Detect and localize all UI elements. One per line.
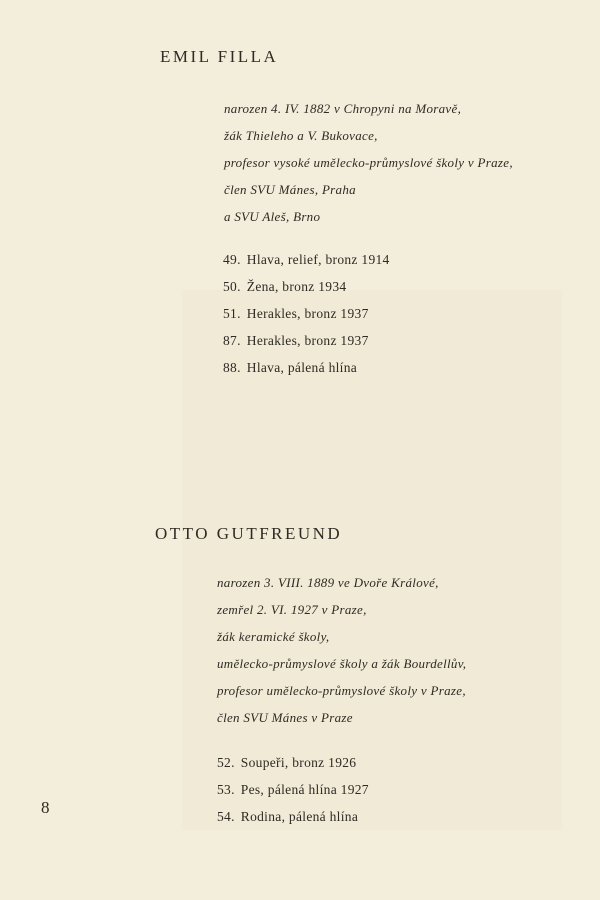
artist-name-gutfreund: OTTO GUTFREUND <box>155 524 343 543</box>
bio-line: zemřel 2. VI. 1927 v Praze, <box>217 602 367 617</box>
work-number: 88. <box>223 360 241 375</box>
artist-name-filla: EMIL FILLA <box>160 47 279 66</box>
page-number: 8 <box>41 798 50 817</box>
work-title: Žena, bronz 1934 <box>246 279 347 294</box>
work-number: 49. <box>223 252 241 267</box>
work-title: Rodina, pálená hlína <box>240 809 359 824</box>
work-item <box>223 273 390 300</box>
work-number: 50. <box>223 279 241 294</box>
bio-line: a SVU Aleš, Brno <box>224 209 321 224</box>
artist-bio-filla <box>224 95 513 230</box>
work-number: 87. <box>223 333 241 348</box>
work-title: Herakles, bronz 1937 <box>246 333 369 348</box>
bio-line: žák keramické školy, <box>217 629 330 644</box>
bio-line: profesor vysoké umělecko-průmyslové školy v Praze, <box>224 155 513 170</box>
bio-line: umělecko-průmyslové školy a žák Bourdellův, <box>217 656 467 671</box>
works-list-gutfreund <box>217 749 369 830</box>
work-title: Hlava, pálená hlína <box>246 360 358 375</box>
work-number: 54. <box>217 809 235 824</box>
work-item <box>217 776 369 803</box>
work-item <box>223 327 390 354</box>
bio-line: člen SVU Mánes, Praha <box>224 182 356 197</box>
bio-line: žák Thieleho a V. Bukovace, <box>224 128 378 143</box>
work-item <box>223 300 390 327</box>
bio-line: narozen 3. VIII. 1889 ve Dvoře Králové, <box>217 575 439 590</box>
bio-line: člen SVU Mánes v Praze <box>217 710 353 725</box>
works-list-filla <box>223 246 390 381</box>
work-number: 51. <box>223 306 241 321</box>
work-title: Hlava, relief, bronz 1914 <box>246 252 390 267</box>
work-title: Soupeři, bronz 1926 <box>240 755 357 770</box>
work-item <box>217 803 369 830</box>
artist-bio-gutfreund <box>217 569 466 731</box>
bio-line: narozen 4. IV. 1882 v Chropyni na Moravě, <box>224 101 462 116</box>
work-number: 52. <box>217 755 235 770</box>
work-number: 53. <box>217 782 235 797</box>
work-item <box>217 749 369 776</box>
work-item <box>223 354 390 381</box>
work-title: Herakles, bronz 1937 <box>246 306 369 321</box>
work-item <box>223 246 390 273</box>
bio-line: profesor umělecko-průmyslové školy v Praze, <box>217 683 466 698</box>
work-title: Pes, pálená hlína 1927 <box>240 782 369 797</box>
